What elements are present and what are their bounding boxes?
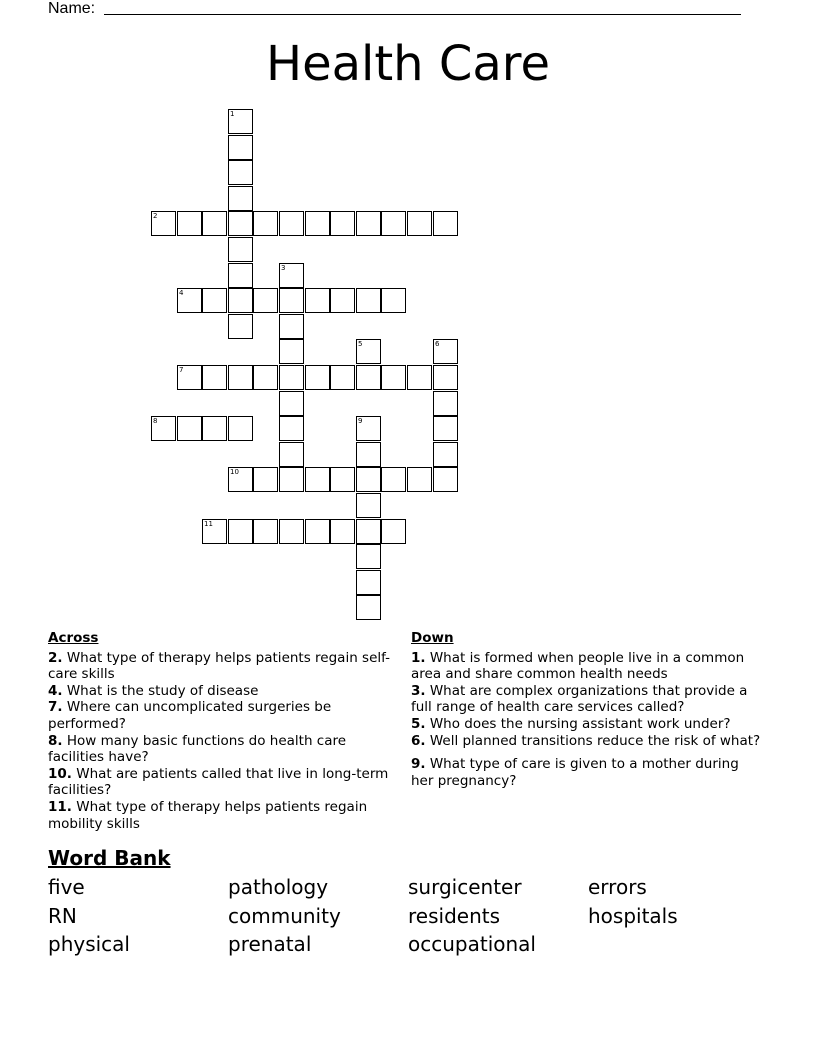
across-clues bbox=[48, 630, 398, 832]
grid-cell[interactable] bbox=[228, 160, 253, 185]
across-clue-2 bbox=[48, 650, 398, 683]
word-bank-item: five bbox=[48, 875, 85, 899]
clue-text: What type of therapy helps patients regain self-care skills bbox=[48, 649, 391, 683]
cell-number: 11 bbox=[204, 520, 213, 528]
clue-number: 5. bbox=[411, 715, 426, 732]
grid-cell[interactable] bbox=[253, 211, 278, 236]
cell-number: 2 bbox=[153, 212, 158, 220]
clue-text: What is the study of disease bbox=[66, 682, 259, 699]
grid-cell[interactable] bbox=[433, 442, 458, 467]
grid-cell[interactable] bbox=[381, 467, 406, 492]
word-bank-item: RN bbox=[48, 904, 77, 928]
grid-cell[interactable] bbox=[433, 211, 458, 236]
grid-cell[interactable] bbox=[177, 365, 202, 390]
grid-cell[interactable] bbox=[151, 416, 176, 441]
down-clue-3 bbox=[411, 683, 761, 716]
across-clue-7 bbox=[48, 699, 398, 732]
grid-cell[interactable] bbox=[228, 519, 253, 544]
word-bank-item: pathology bbox=[228, 875, 329, 899]
down-clue-1 bbox=[411, 650, 761, 683]
grid-cell[interactable] bbox=[330, 288, 355, 313]
down-clue-6 bbox=[411, 733, 761, 750]
grid-cell[interactable] bbox=[151, 211, 176, 236]
grid-cell[interactable] bbox=[356, 467, 381, 492]
grid-cell[interactable] bbox=[433, 365, 458, 390]
grid-cell[interactable] bbox=[279, 314, 304, 339]
down-clues bbox=[411, 630, 761, 789]
grid-cell[interactable] bbox=[305, 365, 330, 390]
grid-cell[interactable] bbox=[228, 109, 253, 134]
grid-cell[interactable] bbox=[356, 442, 381, 467]
cell-number: 10 bbox=[230, 468, 239, 476]
grid-cell[interactable] bbox=[356, 570, 381, 595]
grid-cell[interactable] bbox=[279, 263, 304, 288]
clue-number: 3. bbox=[411, 682, 426, 699]
grid-cell[interactable] bbox=[356, 211, 381, 236]
grid-cell[interactable] bbox=[305, 288, 330, 313]
grid-cell[interactable] bbox=[381, 365, 406, 390]
clue-number: 6. bbox=[411, 732, 426, 749]
clue-number: 11. bbox=[48, 798, 72, 815]
down-clue-5 bbox=[411, 716, 761, 733]
grid-cell[interactable] bbox=[228, 416, 253, 441]
cell-number: 7 bbox=[179, 366, 184, 374]
grid-cell[interactable] bbox=[356, 416, 381, 441]
grid-cell[interactable] bbox=[279, 211, 304, 236]
across-clue-4 bbox=[48, 683, 398, 700]
grid-cell[interactable] bbox=[177, 288, 202, 313]
clue-text: How many basic functions do health care facilities have? bbox=[48, 732, 347, 766]
grid-cell[interactable] bbox=[407, 365, 432, 390]
clue-text: What are complex organizations that provide a full range of health care services called? bbox=[411, 682, 748, 716]
grid-cell[interactable] bbox=[228, 365, 253, 390]
grid-cell[interactable] bbox=[228, 288, 253, 313]
grid-cell[interactable] bbox=[330, 211, 355, 236]
clue-text: Well planned transitions reduce the risk of what? bbox=[429, 732, 761, 749]
grid-cell[interactable] bbox=[228, 211, 253, 236]
word-bank-item: prenatal bbox=[228, 932, 312, 956]
grid-cell[interactable] bbox=[202, 288, 227, 313]
grid-cell[interactable] bbox=[356, 365, 381, 390]
across-clue-11 bbox=[48, 799, 398, 832]
grid-cell[interactable] bbox=[381, 288, 406, 313]
clue-number: 9. bbox=[411, 756, 426, 773]
grid-cell[interactable] bbox=[433, 391, 458, 416]
grid-cell[interactable] bbox=[279, 416, 304, 441]
grid-cell[interactable] bbox=[228, 135, 253, 160]
grid-cell[interactable] bbox=[177, 416, 202, 441]
down-clue-9 bbox=[411, 756, 761, 789]
cell-number: 8 bbox=[153, 417, 158, 425]
grid-cell[interactable] bbox=[279, 365, 304, 390]
grid-cell[interactable] bbox=[330, 467, 355, 492]
grid-cell[interactable] bbox=[228, 186, 253, 211]
clue-text: What is formed when people live in a common area and share common health needs bbox=[411, 649, 745, 683]
grid-cell[interactable] bbox=[356, 519, 381, 544]
name-line[interactable] bbox=[104, 14, 741, 15]
clue-number: 1. bbox=[411, 649, 426, 666]
grid-cell[interactable] bbox=[228, 314, 253, 339]
across-clue-10 bbox=[48, 766, 398, 799]
grid-cell[interactable] bbox=[381, 211, 406, 236]
grid-cell[interactable] bbox=[381, 519, 406, 544]
word-bank-item: occupational bbox=[408, 932, 536, 956]
grid-cell[interactable] bbox=[202, 211, 227, 236]
grid-cell[interactable] bbox=[305, 467, 330, 492]
grid-cell[interactable] bbox=[330, 365, 355, 390]
grid-cell[interactable] bbox=[202, 365, 227, 390]
grid-cell[interactable] bbox=[253, 288, 278, 313]
cell-number: 5 bbox=[358, 340, 363, 348]
grid-cell[interactable] bbox=[253, 467, 278, 492]
clue-text: What type of care is given to a mother during her pregnancy? bbox=[411, 756, 739, 789]
word-bank-item: surgicenter bbox=[408, 875, 522, 899]
grid-cell[interactable] bbox=[279, 467, 304, 492]
word-bank-item: physical bbox=[48, 932, 130, 956]
word-bank-item: hospitals bbox=[588, 904, 678, 928]
grid-cell[interactable] bbox=[356, 544, 381, 569]
grid-cell[interactable] bbox=[433, 467, 458, 492]
grid-cell[interactable] bbox=[279, 442, 304, 467]
grid-cell[interactable] bbox=[228, 237, 253, 262]
cell-number: 6 bbox=[435, 340, 440, 348]
word-bank-item: residents bbox=[408, 904, 501, 928]
grid-cell[interactable] bbox=[253, 365, 278, 390]
clue-text: Where can uncomplicated surgeries be performed? bbox=[48, 699, 332, 732]
grid-cell[interactable] bbox=[279, 288, 304, 313]
cell-number: 1 bbox=[230, 110, 235, 118]
grid-cell[interactable] bbox=[433, 416, 458, 441]
grid-cell[interactable] bbox=[228, 263, 253, 288]
cell-number: 9 bbox=[358, 417, 363, 425]
grid-cell[interactable] bbox=[279, 519, 304, 544]
word-bank-heading: Word Bank bbox=[48, 846, 171, 870]
grid-cell[interactable] bbox=[356, 493, 381, 518]
grid-cell[interactable] bbox=[305, 211, 330, 236]
clue-text: What type of therapy helps patients regain mobility skills bbox=[48, 798, 368, 832]
clue-number: 8. bbox=[48, 732, 63, 749]
grid-cell[interactable] bbox=[228, 467, 253, 492]
grid-cell[interactable] bbox=[279, 339, 304, 364]
clue-text: What are patients called that live in long-term facilities? bbox=[48, 765, 389, 799]
grid-cell[interactable] bbox=[407, 467, 432, 492]
word-bank-item: community bbox=[228, 904, 341, 928]
word-bank-item: errors bbox=[588, 875, 647, 899]
grid-cell[interactable] bbox=[305, 519, 330, 544]
grid-cell[interactable] bbox=[202, 416, 227, 441]
clue-text: Who does the nursing assistant work under? bbox=[429, 715, 731, 732]
grid-cell[interactable] bbox=[330, 519, 355, 544]
across-clue-8 bbox=[48, 733, 398, 766]
grid-cell[interactable] bbox=[433, 339, 458, 364]
across-heading: Across bbox=[48, 630, 99, 646]
grid-cell[interactable] bbox=[356, 339, 381, 364]
grid-cell[interactable] bbox=[356, 288, 381, 313]
page-title: Health Care bbox=[265, 36, 550, 92]
clue-number: 4. bbox=[48, 682, 63, 699]
clue-number: 2. bbox=[48, 649, 63, 666]
grid-cell[interactable] bbox=[279, 391, 304, 416]
down-heading: Down bbox=[411, 630, 454, 646]
clue-number: 7. bbox=[48, 699, 63, 716]
grid-cell[interactable] bbox=[202, 519, 227, 544]
grid-cell[interactable] bbox=[177, 211, 202, 236]
name-label: Name: bbox=[48, 0, 96, 17]
cell-number: 4 bbox=[179, 289, 184, 297]
grid-cell[interactable] bbox=[253, 519, 278, 544]
grid-cell[interactable] bbox=[407, 211, 432, 236]
clue-number: 10. bbox=[48, 765, 72, 782]
grid-cell[interactable] bbox=[356, 595, 381, 620]
cell-number: 3 bbox=[281, 264, 286, 272]
crossword-grid bbox=[151, 109, 461, 625]
